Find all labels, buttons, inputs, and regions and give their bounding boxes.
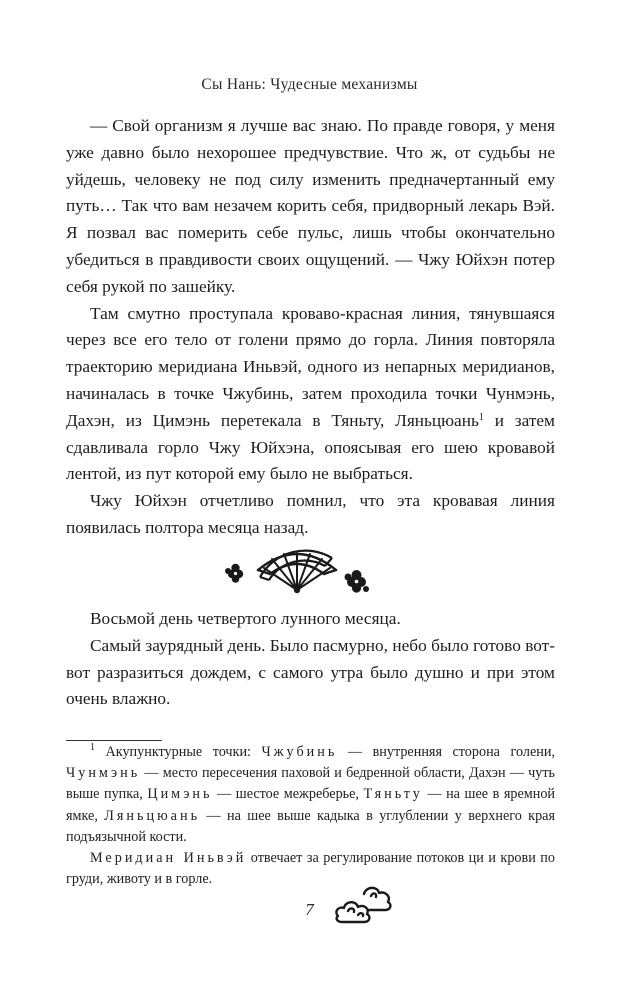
footnote-2 — [66, 848, 555, 890]
spaced-term: Ляньцюань — [104, 807, 201, 824]
main-text-block-2 — [66, 606, 555, 713]
paragraph-2-text-b: и затем сдавливала горло Чжу Юйхэна, опоясывая его шею кровавой лентой, из пут которой ему было не выбраться. — [66, 410, 555, 484]
paragraph-2-text-a: Там смутно проступала кроваво-красная линия, тянувшаяся через все его тело от голени прямо до горла. Линия повторяла траекторию меридиана Иньвэй, одного из непарных меридианов, начиналась в точке Чжубинь, затем проходила точки Чунмэнь, Дахэн, из Цимэнь перетекала в Тяньту, Ляньцюань — [66, 303, 555, 430]
footnote-marker: 1 — [90, 742, 95, 753]
cloud-icon — [330, 880, 398, 930]
footnotes — [66, 742, 555, 890]
spaced-term: Чжубинь — [261, 744, 338, 760]
footnote-text: — место пересечения паховой и бедренной области, Дахэн — чуть выше пупка, — [66, 765, 555, 803]
footnote-text: Акупунктурные точки: — [95, 744, 262, 760]
footnote-text: отвечает за регулирование потоков ци и крови по груди, животу и в горле. — [66, 850, 555, 888]
footnote-divider — [66, 740, 162, 741]
spaced-term: Меридиан Иньвэй — [90, 850, 247, 867]
paragraph-2 — [66, 301, 555, 489]
spaced-term: Цимэнь — [147, 786, 213, 803]
footnote-text: — на шее в яремной ямке, — [66, 786, 556, 824]
paragraph-4: Восьмой день четвертого лунного месяца. — [90, 609, 401, 628]
running-header: Сы Нань: Чудесные механизмы — [201, 76, 418, 93]
paragraph-3: Чжу Юйхэн отчетливо помнил, что эта кровавая линия появилась полтора месяца назад. — [66, 491, 555, 537]
folding-fan-with-flowers-icon — [222, 544, 400, 596]
footnote-text: — шестое межреберье, — [212, 786, 364, 803]
footnote-1 — [66, 742, 555, 848]
footnote-text: — на шее выше кадыка в углублении у верхнего края подъязычной кости. — [66, 807, 555, 845]
footnote-reference[interactable]: 1 — [478, 411, 484, 423]
page-number: 7 — [305, 900, 314, 919]
paragraph-1: — Свой организм я лучше вас знаю. По правде говоря, у меня уже давно было нехорошее предчувствие. Что ж, от судьбы не уйдешь, человеку не под силу изменить предначертанный ему путь… Так что вам незачем корить себя, придворный лекарь Вэй. Я позвал вас померить себе пульс, лишь чтобы окончательно убедиться в правдивости своих ощущений. — Чжу Юйхэн потер себя рукой по зашейку. — [66, 116, 555, 296]
spaced-term: Чунмэнь — [66, 765, 141, 782]
footnote-text: — внутренняя сторона голени, — [337, 744, 555, 760]
main-text-block-1 — [66, 113, 555, 542]
spaced-term: Тяньту — [363, 786, 423, 803]
paragraph-5: Самый заурядный день. Было пасмурно, небо было готово вот-вот разразиться дождем, с самого утра было душно и при этом очень влажно. — [66, 635, 555, 709]
